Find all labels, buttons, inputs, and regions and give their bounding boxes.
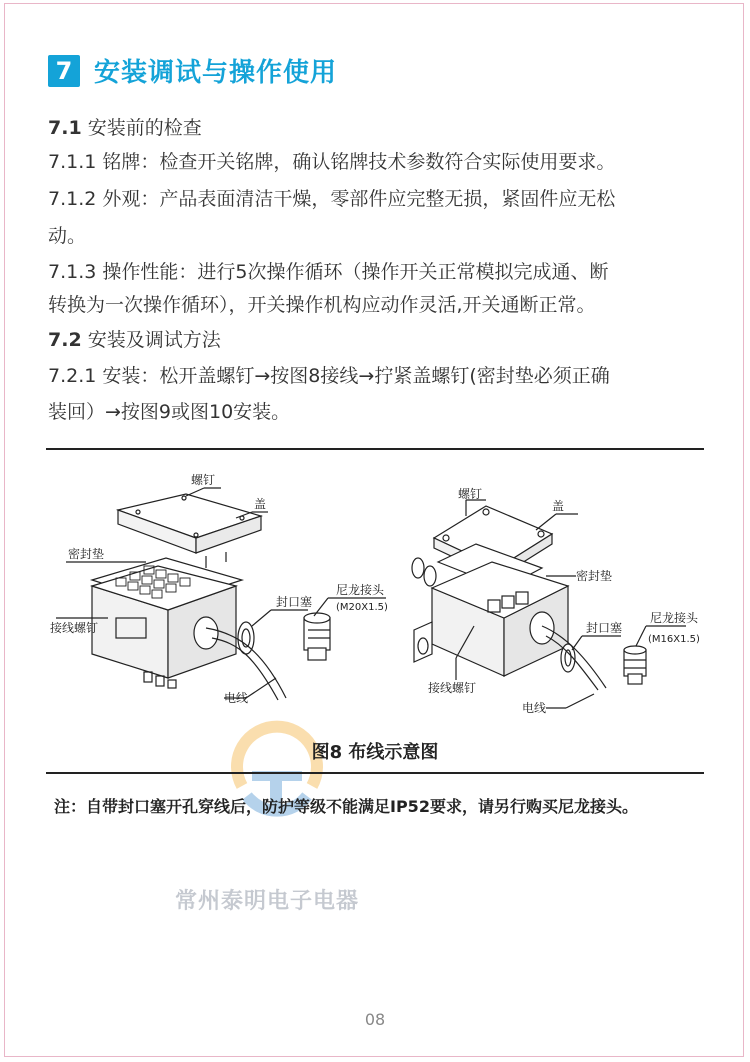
left-label-wire: 电线 (224, 691, 249, 705)
right-enclosure-illustration (412, 500, 686, 708)
para-7-2-1-line2: 装回）→按图9或图10安装。 (48, 401, 291, 423)
left-label-screw: 螺钉 (191, 473, 216, 487)
left-label-plug: 封口塞 (276, 595, 313, 609)
top-rule (46, 448, 704, 450)
left-label-cover: 盖 (254, 497, 267, 511)
bottom-rule (46, 772, 704, 774)
heading-7-2 (48, 325, 221, 355)
left-label-nylon: 尼龙接头 (336, 583, 385, 597)
right-label-nylon: 尼龙接头 (650, 611, 699, 625)
left-nylon-connector (304, 613, 330, 660)
right-label-gasket: 密封垫 (576, 569, 613, 583)
right-label-cover: 盖 (552, 499, 565, 513)
para-7-1-1: 7.1.1 铭牌：检查开关铭牌，确认铭牌技术参数符合实际使用要求。 (48, 151, 616, 173)
heading-7-1-number: 7.1 (48, 117, 82, 139)
para-7-1-3-line1: 7.1.3 操作性能：进行5次操作循环（操作开关正常模拟完成通、断 (48, 261, 609, 283)
para-7-2-1-line1: 7.2.1 安装：松开盖螺钉→按图8接线→拧紧盖螺钉(密封垫必须正确 (48, 365, 610, 387)
section-header (48, 52, 337, 89)
left-label-terminal-screw: 接线螺钉 (50, 621, 99, 635)
right-label-spec: (M16X1.5) (648, 634, 700, 645)
wiring-diagram (46, 458, 704, 728)
right-label-screw: 螺钉 (458, 487, 483, 501)
figure-caption: 图8 布线示意图 (311, 742, 439, 763)
right-nylon-connector (624, 646, 646, 684)
left-label-spec: (M20X1.5) (336, 602, 388, 613)
right-label-wire: 电线 (522, 701, 547, 715)
para-7-1-2-line1: 7.1.2 外观：产品表面清洁干燥，零部件应完整无损，紧固件应无松 (48, 188, 616, 210)
heading-7-1 (48, 113, 202, 143)
para-7-1-3-line2: 转换为一次操作循环），开关操作机构应动作灵活,开关通断正常。 (48, 294, 596, 316)
section-number: 7 (48, 55, 80, 87)
left-label-gasket: 密封垫 (68, 547, 105, 561)
watermark-text: 常州泰明电子电器 (175, 889, 360, 914)
para-7-1-2-line2: 动。 (48, 225, 87, 247)
heading-7-1-text: 安装前的检查 (81, 117, 202, 139)
right-label-plug: 封口塞 (586, 621, 623, 635)
heading-7-2-number: 7.2 (48, 329, 82, 351)
note-text: 注：自带封口塞开孔穿线后，防护等级不能满足IP52要求，请另行购买尼龙接头。 (54, 797, 638, 816)
page-number: 08 (364, 1010, 386, 1029)
right-label-terminal-screw: 接线螺钉 (428, 681, 477, 695)
heading-7-2-text: 安装及调试方法 (81, 329, 221, 351)
section-title: 安装调试与操作使用 (94, 58, 338, 88)
